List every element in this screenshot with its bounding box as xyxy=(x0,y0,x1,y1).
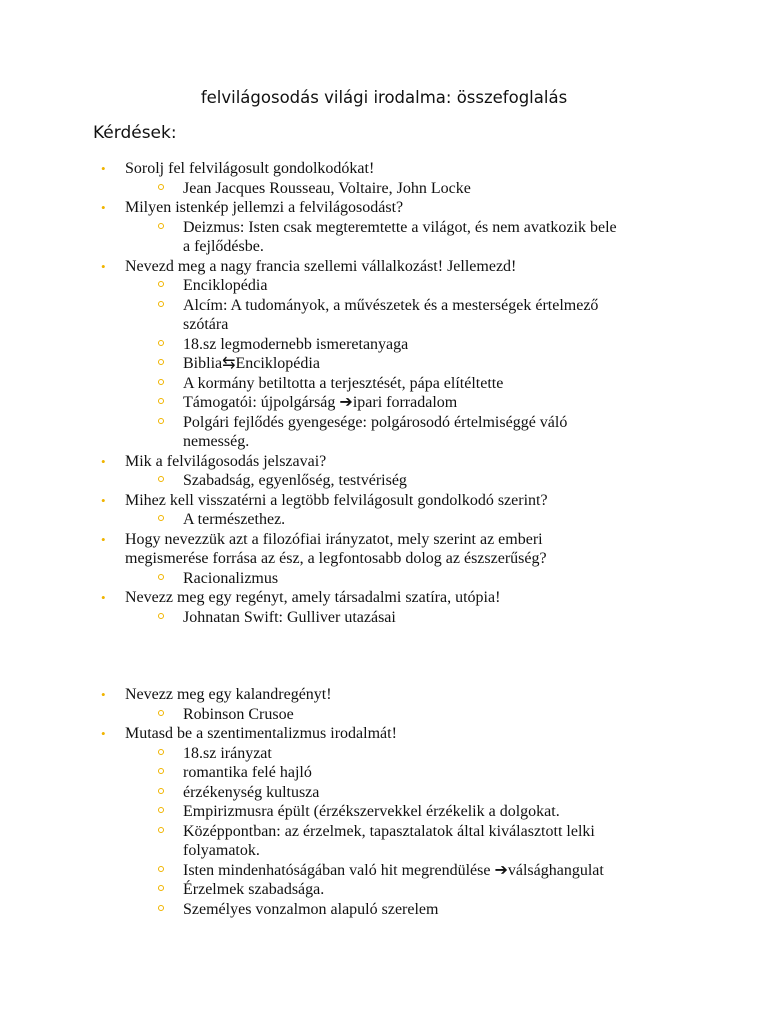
circle-bullet-icon xyxy=(158,223,164,229)
bullet-icon: • xyxy=(101,687,106,702)
circle-bullet-icon xyxy=(158,476,164,482)
bullet-icon: • xyxy=(101,258,106,274)
answer-item xyxy=(183,880,324,899)
item-text: Alcím: A tudományok, a művészetek és a mesterségek értelmező xyxy=(183,296,599,314)
item-text: Sorolj fel felvilágosult gondolkodókat! xyxy=(125,160,375,177)
bullet-icon: • xyxy=(101,531,106,547)
item-text: Biblia⇆Enciklopédia xyxy=(183,355,320,372)
item-text: folyamatok. xyxy=(183,842,260,859)
question-item xyxy=(101,198,404,217)
item-text: Nevezz meg egy kalandregényt! xyxy=(125,686,332,703)
answer-item xyxy=(183,335,408,354)
bullet-icon: • xyxy=(101,453,106,469)
question-item xyxy=(101,530,543,549)
answer-item xyxy=(183,763,312,782)
question-item xyxy=(125,549,547,568)
item-text: Hogy nevezzük azt a filozófiai irányzatot, mely szerint az emberi xyxy=(125,530,543,548)
item-text: Nevezz meg egy regényt, amely társadalmi szatíra, utópia! xyxy=(125,589,501,606)
item-text: Racionalizmus xyxy=(183,569,279,587)
item-text: Jean Jacques Rousseau, Voltaire, John Locke xyxy=(183,179,471,197)
answer-item xyxy=(183,374,503,393)
circle-bullet-icon xyxy=(158,281,164,287)
circle-bullet-icon xyxy=(158,885,164,891)
circle-bullet-icon xyxy=(158,301,164,307)
circle-bullet-icon xyxy=(158,710,164,716)
item-text: A természethez. xyxy=(183,511,286,528)
item-text: 18.sz irányzat xyxy=(183,744,272,762)
answer-item xyxy=(183,510,285,529)
item-text: Enciklopédia xyxy=(183,277,268,294)
circle-bullet-icon xyxy=(158,613,164,619)
item-text: Empirizmusra épült (érzékszervekkel érzékelik a dolgokat. xyxy=(183,803,560,820)
circle-bullet-icon xyxy=(158,788,164,794)
circle-bullet-icon xyxy=(158,827,164,833)
answer-item xyxy=(183,276,267,295)
bullet-icon: • xyxy=(101,200,106,215)
circle-bullet-icon xyxy=(158,184,164,190)
answer-item xyxy=(183,822,595,841)
bullet-icon: • xyxy=(101,161,106,176)
bullet-icon: • xyxy=(101,590,106,605)
item-text: Középpontban: az érzelmek, tapasztalatok által kiválasztott lelki xyxy=(183,822,595,840)
circle-bullet-icon xyxy=(158,807,164,813)
item-text: megismerése forrása az ész, a legfontosabb dolog az észszerűség? xyxy=(125,550,547,567)
question-item xyxy=(101,257,517,276)
circle-bullet-icon xyxy=(158,905,164,911)
section-heading: Kérdések: xyxy=(93,123,177,143)
answer-item xyxy=(183,218,617,237)
answer-item xyxy=(183,569,278,588)
circle-bullet-icon xyxy=(158,515,164,521)
item-text: Johnatan Swift: Gulliver utazásai xyxy=(183,608,396,626)
circle-bullet-icon xyxy=(158,379,164,385)
item-text: Deizmus: Isten csak megteremtette a világot, és nem avatkozik bele xyxy=(183,218,617,236)
answer-item xyxy=(183,354,320,373)
item-text: érzékenység kultusza xyxy=(183,783,320,801)
question-item xyxy=(101,491,548,510)
question-item xyxy=(101,588,501,607)
item-text: a fejlődésbe. xyxy=(183,238,264,255)
answer-item xyxy=(183,432,249,451)
bullet-icon: • xyxy=(101,492,106,508)
item-text: Személyes vonzalmon alapuló szerelem xyxy=(183,900,439,918)
circle-bullet-icon xyxy=(158,340,164,346)
question-item xyxy=(101,159,375,178)
answer-item xyxy=(183,861,604,880)
item-text: Érzelmek szabadsága. xyxy=(183,881,325,898)
item-text: Mihez kell visszatérni a legtöbb felvilágosult gondolkodó szerint? xyxy=(125,491,548,509)
item-text: Támogatói: újpolgárság ➔ipari forradalom xyxy=(183,394,458,411)
answer-item xyxy=(183,315,228,334)
item-text: Szabadság, egyenlőség, testvériség xyxy=(183,472,407,489)
answer-item xyxy=(183,841,260,860)
circle-bullet-icon xyxy=(158,359,164,365)
circle-bullet-icon xyxy=(158,749,164,755)
answer-item xyxy=(183,783,319,802)
answer-item xyxy=(183,179,471,198)
item-text: Polgári fejlődés gyengesége: polgárosodó értelmiséggé váló xyxy=(183,413,568,431)
question-item xyxy=(101,452,327,471)
answer-item xyxy=(183,744,272,763)
answer-item xyxy=(183,296,598,315)
item-text: Mik a felvilágosodás jelszavai? xyxy=(125,452,327,470)
item-text: Robinson Crusoe xyxy=(183,705,294,723)
question-item xyxy=(101,685,332,704)
item-text: Milyen istenkép jellemzi a felvilágosodást? xyxy=(125,199,404,216)
answer-item xyxy=(183,237,264,256)
circle-bullet-icon xyxy=(158,398,164,404)
bullet-icon: • xyxy=(101,726,106,741)
answer-item xyxy=(183,413,567,432)
document-title: felvilágosodás világi irodalma: összefoglalás xyxy=(200,88,568,107)
answer-item xyxy=(183,471,407,490)
answer-item xyxy=(183,802,560,821)
item-text: A kormány betiltotta a terjesztését, pápa elítéltette xyxy=(183,374,504,392)
item-text: nemesség. xyxy=(183,433,250,450)
item-text: Isten mindenhatóságában való hit megrendülése ➔válsághangulat xyxy=(183,861,604,879)
answer-item xyxy=(183,900,438,919)
answer-item xyxy=(183,608,396,627)
question-item xyxy=(101,724,397,743)
item-text: Nevezd meg a nagy francia szellemi vállalkozást! Jellemezd! xyxy=(125,257,517,275)
item-text: Mutasd be a szentimentalizmus irodalmát! xyxy=(125,725,397,742)
item-text: 18.sz legmodernebb ismeretanyaga xyxy=(183,335,409,353)
answer-item xyxy=(183,705,294,724)
item-text: romantika felé hajló xyxy=(183,764,312,781)
circle-bullet-icon xyxy=(158,866,164,872)
circle-bullet-icon xyxy=(158,768,164,774)
answer-item xyxy=(183,393,457,412)
item-text: szótára xyxy=(183,316,229,333)
circle-bullet-icon xyxy=(158,574,164,580)
circle-bullet-icon xyxy=(158,418,164,424)
